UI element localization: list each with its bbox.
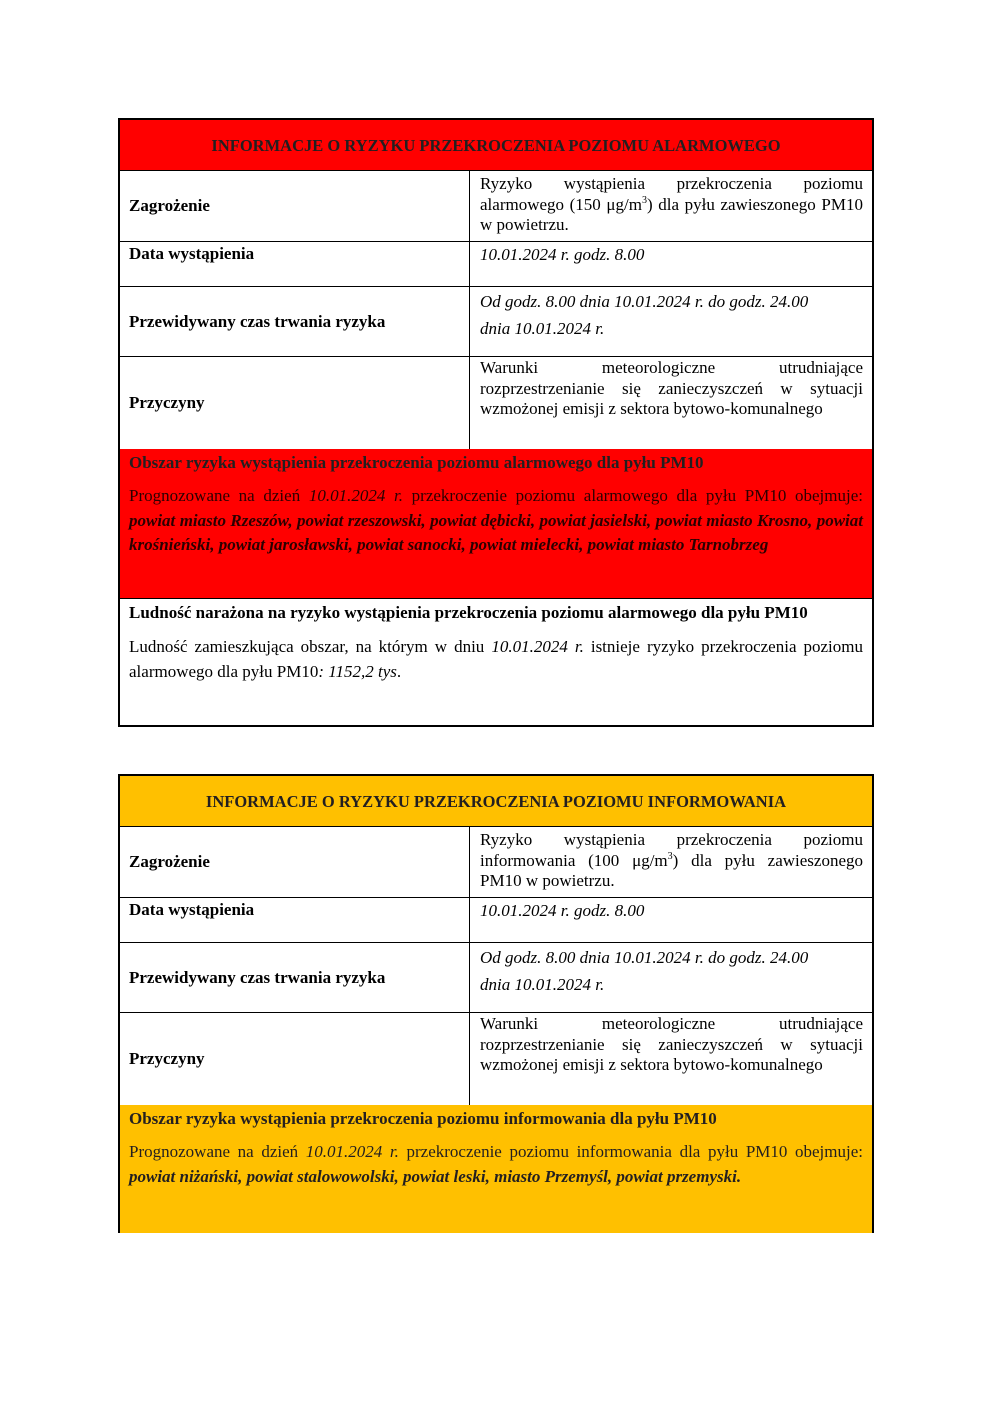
alarm-area-title: Obszar ryzyka wystąpienia przekroczenia poziomu alarmowego dla pyłu PM10 [129,453,704,472]
info-threat-row [120,826,872,897]
alarm-area-list: powiat miasto Rzeszów, powiat rzeszowski, powiat dębicki, powiat jasielski, powiat miasto Krosno, powiat krośnieński, powiat jarosławski, powiat sanocki, powiat mielecki, powiat miasto Tarnobrzeg [129,510,863,554]
alarm-duration-row [120,286,872,356]
info-date-row [120,897,872,942]
alarm-causes-label: Przyczyny [120,357,470,449]
info-area-list: powiat niżański, powiat stalowowolski, powiat leski, miasto Przemyśl, powiat przemyski. [129,1166,742,1186]
info-threat-label: Zagrożenie [120,827,470,897]
alarm-threat-value: Ryzyko wystąpienia przekroczenia poziomu alarmowego (150 $\mu g/m^3$) dla pyłu zawieszonego PM10 w powietrzu. [480,174,863,234]
alarm-population-section [120,598,872,725]
info-duration-label: Przewidywany czas trwania ryzyka [120,943,470,1012]
info-causes-label: Przyczyny [120,1013,470,1105]
alarm-threat-label: Zagrożenie [120,171,470,241]
alarm-population-value: : 1152,2 tys [318,661,397,681]
alarm-population-title: Ludność narażona na ryzyko wystąpienia przekroczenia poziomu alarmowego dla pyłu PM10 [129,603,808,622]
alarm-area-text: Prognozowane na dzień 10.01.2024 r. przekroczenie poziomu alarmowego dla pyłu PM10 obejmuje: powiat miasto Rzeszów, powiat rzeszowski, powiat dębicki, powiat jasielski, powiat miasto Krosno, powiat krośnieński, powiat jarosławski, powiat sanocki, powiat mielecki, powiat miasto Tarnobrzeg [129,486,863,554]
alarm-table [118,118,874,727]
alarm-causes-row [120,356,872,449]
info-area-text: Prognozowane na dzień 10.01.2024 r. przekroczenie poziomu informowania dla pyłu PM10 obejmuje: powiat niżański, powiat stalowowolski, powiat leski, miasto Przemyśl, powiat przemyski. [129,1142,863,1186]
alarm-threat-row [120,170,872,241]
info-causes-row [120,1012,872,1105]
alarm-duration-value: Od godz. 8.00 dnia 10.01.2024 r. do godz. 24.00 dnia 10.01.2024 r. [480,292,809,338]
info-date-label: Data wystąpienia [120,898,470,942]
alarm-area-section [120,449,872,598]
info-threat-value: Ryzyko wystąpienia przekroczenia poziomu informowania (100 $\mu g/m^3$) dla pyłu zawieszonego PM10 w powietrzu. [480,830,863,890]
info-area-title: Obszar ryzyka wystąpienia przekroczenia poziomu informowania dla pyłu PM10 [129,1109,717,1128]
info-duration-row [120,942,872,1012]
info-area-section [120,1105,872,1233]
alarm-title: INFORMACJE O RYZYKU PRZEKROCZENIA POZIOMU ALARMOWEGO [120,120,872,170]
alarm-population-text: Ludność zamieszkująca obszar, na którym w dniu 10.01.2024 r. istnieje ryzyko przekroczenia poziomu alarmowego dla pyłu PM10: 1152,2 tys. [129,637,863,681]
alarm-date-label: Data wystąpienia [120,242,470,286]
alarm-causes-value: Warunki meteorologiczne utrudniające rozprzestrzenianie się zanieczyszczeń w sytuacji wzmożonej emisji z sektora bytowo-komunalnego [480,358,863,418]
alarm-duration-label: Przewidywany czas trwania ryzyka [120,287,470,356]
info-title: INFORMACJE O RYZYKU PRZEKROCZENIA POZIOMU INFORMOWANIA [120,776,872,826]
info-duration-value: Od godz. 8.00 dnia 10.01.2024 r. do godz. 24.00 dnia 10.01.2024 r. [480,948,809,994]
alarm-date-row [120,241,872,286]
info-table [118,774,874,1233]
info-causes-value: Warunki meteorologiczne utrudniające rozprzestrzenianie się zanieczyszczeń w sytuacji wzmożonej emisji z sektora bytowo-komunalnego [480,1014,863,1074]
alarm-date-value: 10.01.2024 r. godz. 8.00 [480,245,645,264]
info-date-value: 10.01.2024 r. godz. 8.00 [480,901,645,920]
